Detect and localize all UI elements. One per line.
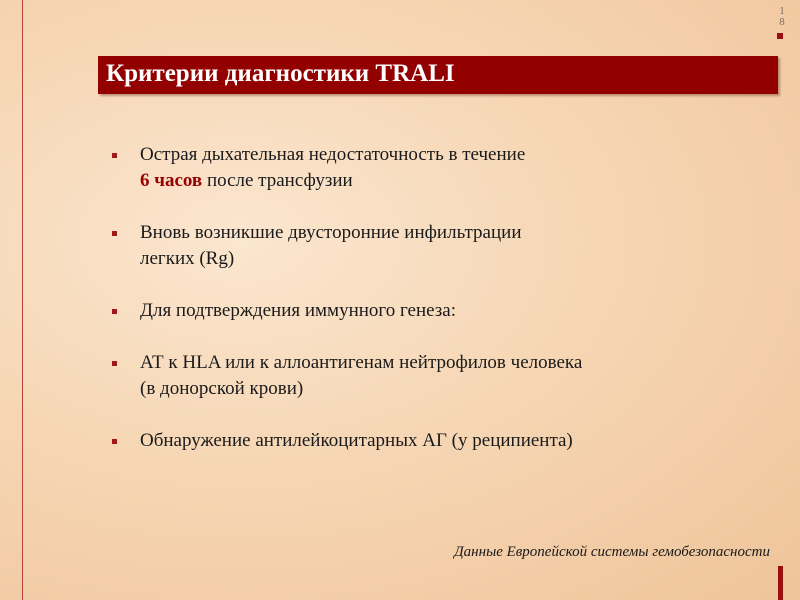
left-border-line [22, 0, 23, 600]
bullet-square-icon [112, 231, 117, 236]
bullet-item [112, 142, 772, 194]
bullet-item [112, 298, 772, 324]
bullet-text-line [140, 168, 772, 194]
title-bar [98, 56, 778, 94]
page-number-digit-1: 1 [779, 5, 785, 17]
source-note: Данные Европейской системы гемобезопасности [454, 544, 770, 560]
page-number-digit-2: 8 [779, 16, 785, 28]
bullet-list [112, 142, 772, 480]
corner-bar-decoration [778, 566, 783, 600]
bullet-square-icon [112, 309, 117, 314]
bullet-square-icon [112, 439, 117, 444]
bullet-square-icon [112, 153, 117, 158]
corner-square-decoration [777, 33, 783, 39]
highlighted-duration: 6 часов [140, 170, 203, 191]
bullet-text-line: Острая дыхательная недостаточность в течение [140, 144, 526, 165]
bullet-text-line: Для подтверждения иммунного генеза: [140, 300, 457, 321]
slide-title: Критерии диагностики TRALI [106, 60, 455, 87]
bullet-text-line: легких (Rg) [140, 248, 235, 269]
bullet-item [112, 350, 772, 402]
bullet-text-line: (в донорской крови) [140, 378, 304, 399]
bullet-item [112, 428, 772, 454]
bullet-item [112, 220, 772, 272]
bullet-text-line: Вновь возникшие двусторонние инфильтрации [140, 222, 522, 243]
bullet-text-line: АТ к HLA или к аллоантигенам нейтрофилов человека [140, 352, 583, 373]
bullet-text-rest: после трансфузии [202, 170, 353, 191]
bullet-text-line: Обнаружение антилейкоцитарных АГ (у реципиента) [140, 430, 573, 451]
page-number [776, 6, 788, 28]
bullet-square-icon [112, 361, 117, 366]
